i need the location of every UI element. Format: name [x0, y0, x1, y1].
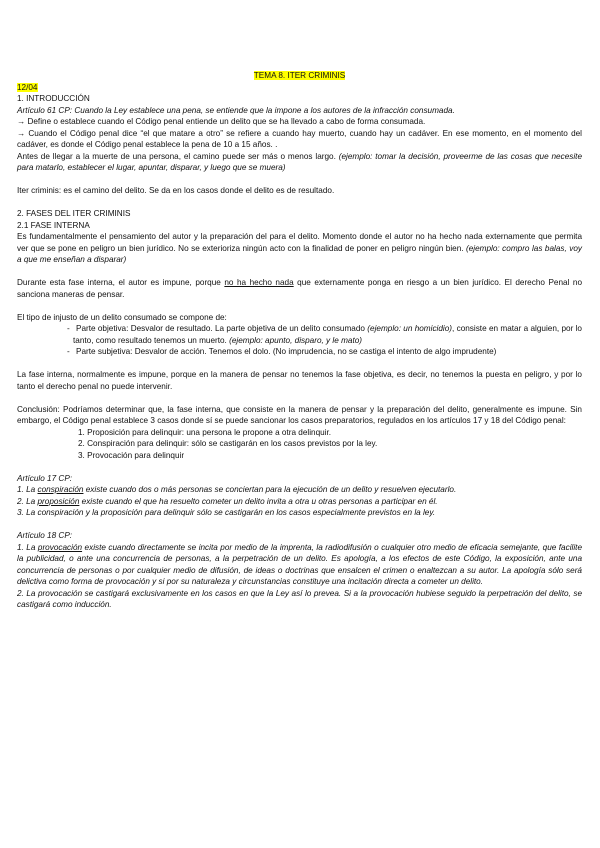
case-list-item: 2. Conspiración para delinquir: sólo se castigarán en los casos previstos por la ley.: [78, 439, 378, 448]
article-17-heading: Artículo 17 CP:: [17, 473, 73, 483]
fase-interna-text: Es fundamentalmente el pensamiento del autor y la preparación del para el delito. Momento donde el autor no ha hecho nada externamente que permita ver que se pone en peligro un bien jurídico. No se exterioriza ningún acto con la finalidad de poner en peligro ningún bien.: [17, 232, 582, 253]
article-17-item-3: 3. La conspiración y la proposición para delinquir sólo se castigarán en los casos especialmente previstos en la ley.: [17, 508, 436, 517]
intro-paragraph: [17, 151, 582, 174]
a17-i2-prefix: 2. La: [17, 496, 38, 506]
arrow-point-2: → Cuando el Código penal dice “el que matare a otro” se refiere a cuando hay muerto, cuando hay un cadáver. En ese momento, en el momento del cadáver, es donde el Código penal establece la pena de 10 a 15 años. .: [17, 128, 582, 149]
a17-i1-prefix: 1. La: [17, 485, 38, 494]
a17-i1-text: existe cuando dos o más personas se conciertan para la ejecución de un delito y resuelven ejecutarlo.: [83, 485, 457, 494]
article-61-quote: Artículo 61 CP: Cuando la Ley establece una pena, se entiende que la impone a los autores de la infracción consumada.: [17, 105, 455, 115]
intro-example: (ejemplo: tomar la decisión, proveerme de las cosas que necesite para matarlo, establecer el lugar, apuntar, disparar, y luego que se muera): [17, 151, 583, 172]
a17-i2-text: existe cuando el que ha resuelto cometer un delito invita a otra u otras personas a participar en él.: [79, 496, 438, 506]
arrow-point-1: → Define o establece cuando el Código penal entiende un delito que se ha llevado a cabo de forma consumada.: [17, 117, 426, 126]
a17-i1-underlined: conspiración: [37, 485, 84, 494]
article-18-item-1: [17, 542, 582, 588]
impunity-paragraph: [17, 277, 582, 300]
article-17-item-2: [17, 496, 582, 508]
injusto-intro: El tipo de injusto de un delito consumado se compone de:: [17, 312, 227, 322]
case-list-item: 1. Proposición para delinquir: una persona le propone a otra delinquir.: [78, 427, 332, 437]
intro-text: Antes de llegar a la muerte de una persona, el camino puede ser más o menos largo.: [17, 151, 339, 161]
conclusion-paragraph: Conclusión: Podríamos determinar que, la fase interna, que consiste en la manera de pensar y la preparación del delito, generalmente es impune. Sin embargo, el Código penal establece 3 casos donde sí se puede sancionar los casos preparatorios, regulados en los artículos 17 y 18 del Código penal:: [17, 404, 582, 425]
impunity-text-a: Durante esta fase interna, el autor es impune, porque: [17, 278, 225, 287]
section-2-heading: 2. FASES DEL ITER CRIMINIS: [17, 209, 131, 218]
a18-i1-text: existe cuando directamente se incita por medio de la imprenta, la radiodifusión o cualquier otro medio de eficacia semejante, que facilite la publicidad, o ante una concurrencia de personas, a la perpetración de un delito. Es apología, a los efectos de este Código, la exposición, ante una concurrencia de personas o por cualquier medio de difusión, de ideas o doctrinas que ensalcen el crimen o enaltezcan a su autor. La apología sólo será delictiva como forma de provocación y si por su naturaleza y circunstancias constituye una incitación directa a cometer un delito.: [17, 542, 582, 586]
a18-i1-prefix: 1. La: [17, 542, 38, 552]
impunity-underlined: no ha hecho nada: [224, 278, 294, 287]
bullet-objective-text: Parte objetiva: Desvalor de resultado. La parte objetiva de un delito consumado: [76, 324, 368, 333]
case-list-item: 3. Provocación para delinquir: [78, 450, 185, 460]
bullet-objective-mid: , consiste en matar a alguien, por lo tanto, como resultado tenemos un muerto.: [73, 324, 582, 345]
article-18-item-2: 2. La provocación se castigará exclusivamente en los casos en que la Ley así lo prevea. Si a la provocación hubiese seguido la perpetración del delito, se castigará como inducción.: [17, 588, 582, 609]
fase-interna-example: (ejemplo: compro las balas, voy a que me enseñan a disparar): [17, 243, 582, 264]
bullet-objective-example-1: (ejemplo: un homicidio): [367, 324, 453, 333]
title-highlight: TEMA 8. ITER CRIMINIS: [253, 71, 346, 80]
section-1-heading: 1. INTRODUCCIÓN: [17, 94, 90, 103]
bullet-objective-example-2: (ejemplo: apunto, disparo, y le mato): [229, 335, 362, 345]
a18-i1-underlined: provocación: [37, 542, 83, 552]
article-17-item-1: [17, 484, 582, 496]
iter-criminis-definition: Iter criminis: es el camino del delito. Se da en los casos donde el delito es de resultado.: [17, 186, 335, 195]
date-line: [17, 82, 582, 94]
impunity-text-b: que externamente ponga en riesgo a un bien jurídico. El derecho Penal no sanciona maneras de pensar.: [17, 278, 583, 299]
fase-interna-impune-paragraph: La fase interna, normalmente es impune, porque en la manera de pensar no tenemos la fase objetiva, es decir, no tenemos la puesta en peligro, y por lo tanto el derecho penal no puede intervenir.: [17, 370, 582, 391]
bullet-subjective-text: Parte subjetiva: Desvalor de acción. Tenemos el dolo. (No imprudencia, no se castiga el intento de algo imprudente): [76, 347, 497, 356]
bullet-subjective: - Parte subjetiva: Desvalor de acción. Tenemos el dolo. (No imprudencia, no se castiga el intento de algo imprudente): [67, 347, 497, 356]
bullet-objective: - Parte objetiva: Desvalor de resultado. La parte objetiva de un delito consumado (ejemplo: un homicidio), consiste en matar a alguien, por lo tanto, como resultado tenemos un muerto. (ejemplo: apunto, disparo, y le mato): [67, 324, 582, 345]
a17-i2-underlined: proposición: [37, 496, 80, 506]
subsection-2-1-heading: 2.1 FASE INTERNA: [17, 220, 90, 230]
article-18-heading: Artículo 18 CP:: [17, 531, 73, 540]
fase-interna-paragraph: [17, 231, 582, 266]
document-title: [17, 70, 582, 82]
date-highlight: 12/04: [17, 82, 38, 92]
